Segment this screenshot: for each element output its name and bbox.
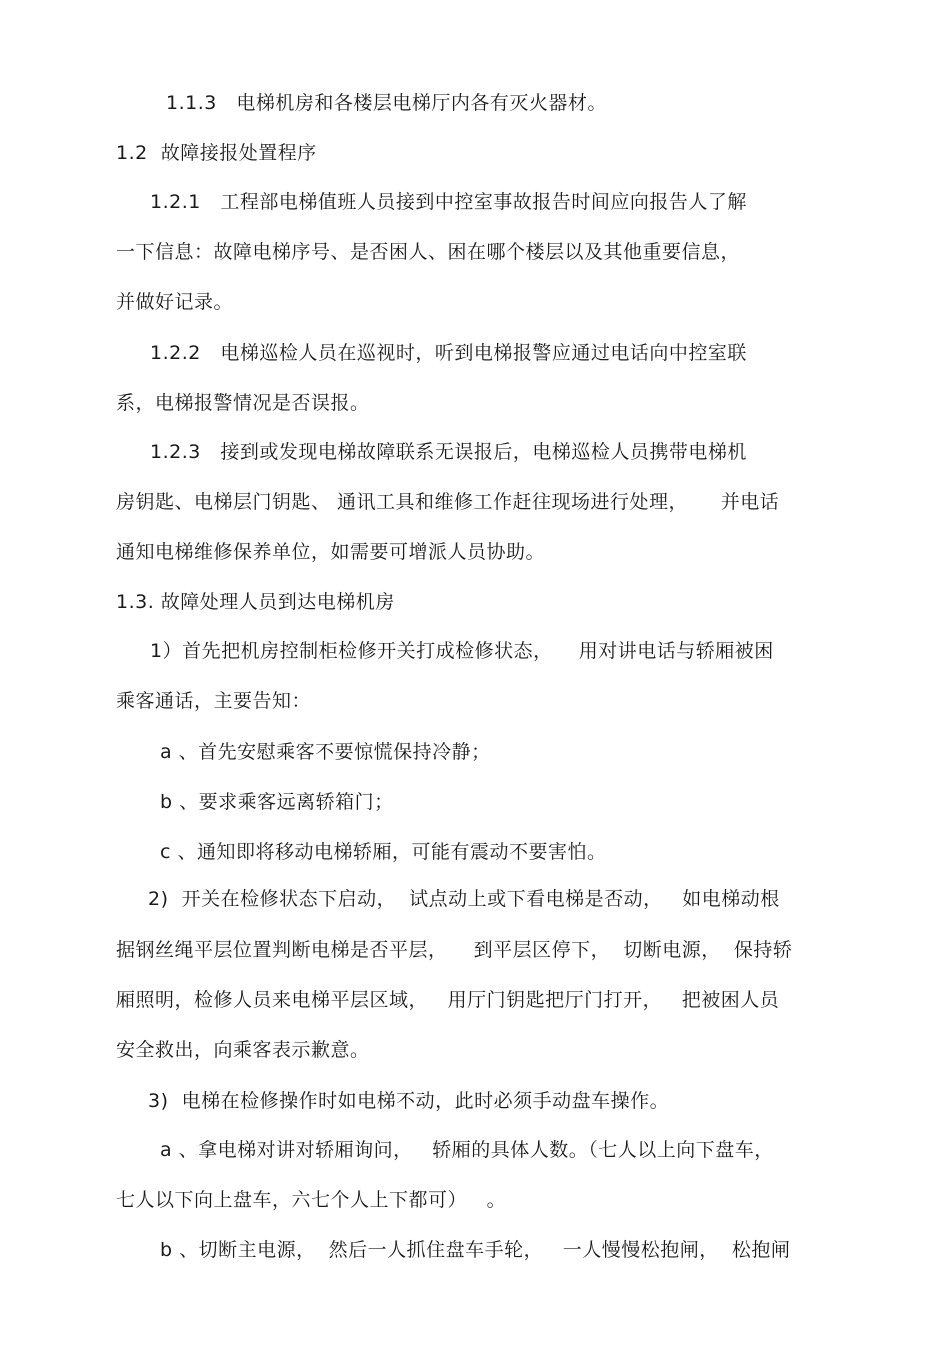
text-line: 安全救出，向乘客表示歉意。	[116, 1039, 370, 1061]
text-line-step-1: 1）首先把机房控制柜检修开关打成检修状态， 用对讲电话与轿厢被困	[150, 640, 774, 662]
text-line-1-1-3: 1.1.3 电梯机房和各楼层电梯厅内各有灭火器材。	[166, 92, 607, 114]
list-item-a: a 、拿电梯对讲对轿厢询问， 轿厢的具体人数。（七人以上向下盘车，	[160, 1139, 774, 1161]
text-line-1-2-1: 1.2.1 工程部电梯值班人员接到中控室事故报告时间应向报告人了解	[150, 191, 747, 213]
text-line-1-2-2: 1.2.2 电梯巡检人员在巡视时，听到电梯报警应通过电话向中控室联	[150, 342, 747, 364]
text-line-1-2-3: 1.2.3 接到或发现电梯故障联系无误报后，电梯巡检人员携带电梯机	[150, 441, 747, 463]
list-item-a: a 、首先安慰乘客不要惊慌保持冷静；	[160, 741, 491, 763]
section-heading-1-3: 1.3. 故障处理人员到达电梯机房	[116, 591, 395, 613]
text-line: 乘客通话，主要告知：	[116, 690, 312, 712]
text-line: 一下信息：故障电梯序号、是否困人、困在哪个楼层以及其他重要信息，	[116, 241, 741, 263]
text-line: 系，电梯报警情况是否误报。	[116, 392, 370, 414]
text-line: 房钥匙、电梯层门钥匙、 通讯工具和维修工作赶往现场进行处理， 并电话	[116, 491, 780, 513]
text-line: 通知电梯维修保养单位，如需要可增派人员协助。	[116, 541, 546, 563]
list-item-b: b 、切断主电源， 然后一人抓住盘车手轮， 一人慢慢松抱闸， 松抱闸	[160, 1239, 791, 1261]
text-line-step-2: 2) 开关在检修状态下启动， 试点动上或下看电梯是否动， 如电梯动根	[148, 888, 780, 910]
list-item-b: b 、要求乘客远离轿箱门；	[160, 791, 394, 813]
list-item-c: c 、通知即将移动电梯轿厢，可能有震动不要害怕。	[160, 841, 607, 863]
text-line: 并做好记录。	[116, 291, 234, 313]
text-line: 七人以下向上盘车，六七个人上下都可） 。	[116, 1189, 507, 1211]
text-line: 据钢丝绳平层位置判断电梯是否平层， 到平层区停下， 切断电源， 保持轿	[116, 939, 793, 961]
text-line-step-3: 3) 电梯在检修操作时如电梯不动，此时必须手动盘车操作。	[148, 1090, 670, 1112]
text-line: 厢照明，检修人员来电梯平层区域， 用厅门钥匙把厅门打开， 把被困人员	[116, 989, 780, 1011]
section-heading-1-2: 1.2 故障接报处置程序	[116, 142, 317, 164]
